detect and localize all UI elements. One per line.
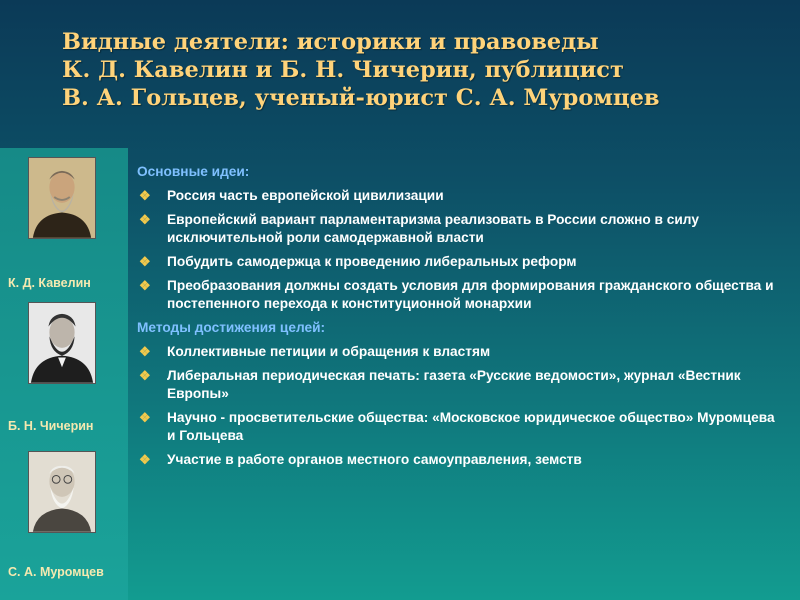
- list-item: [137, 277, 777, 313]
- caption-kavelin: К. Д. Кавелин: [8, 276, 91, 290]
- slide-content: [137, 163, 777, 475]
- portrait-chicherin: [28, 302, 96, 384]
- portrait-kavelin-image: [29, 158, 95, 238]
- diamond-bullet-icon: ❖: [139, 188, 151, 203]
- portrait-kavelin: [28, 157, 96, 239]
- diamond-bullet-icon: ❖: [139, 344, 151, 359]
- portrait-muromtsev-image: [29, 452, 95, 532]
- portrait-muromtsev: [28, 451, 96, 533]
- list-item: [137, 253, 777, 271]
- methods-list: [137, 343, 777, 469]
- caption-chicherin: Б. Н. Чичерин: [8, 419, 94, 433]
- list-item-text: Европейский вариант парламентаризма реализовать в России сложно в силу исключительной роли самодержавной власти: [167, 212, 699, 245]
- list-item-text: Научно - просветительские общества: «Московское юридическое общество» Муромцева и Гольцева: [167, 410, 775, 443]
- title-line-1: Видные деятели: историки и правоведы: [62, 29, 599, 55]
- diamond-bullet-icon: ❖: [139, 278, 151, 293]
- list-item-text: Побудить самодержца к проведению либеральных реформ: [167, 254, 577, 269]
- diamond-bullet-icon: ❖: [139, 410, 151, 425]
- section-heading-methods: Методы достижения целей:: [137, 320, 326, 335]
- list-item: [137, 367, 777, 403]
- diamond-bullet-icon: ❖: [139, 368, 151, 383]
- ideas-list: [137, 187, 777, 313]
- list-item-text: Участие в работе органов местного самоуправления, земств: [167, 452, 582, 467]
- list-item-text: Либеральная периодическая печать: газета «Русские ведомости», журнал «Вестник Европы»: [167, 368, 741, 401]
- list-item-text: Коллективные петиции и обращения к властям: [167, 344, 491, 359]
- slide-title: [62, 28, 792, 112]
- diamond-bullet-icon: ❖: [139, 452, 151, 467]
- diamond-bullet-icon: ❖: [139, 254, 151, 269]
- section-heading-ideas: Основные идеи:: [137, 164, 250, 179]
- list-item: [137, 211, 777, 247]
- list-item: [137, 187, 777, 205]
- list-item: [137, 451, 777, 469]
- list-item: [137, 343, 777, 361]
- list-item-text: Преобразования должны создать условия для формирования гражданского общества и постепенного перехода к конституционной монархии: [167, 278, 774, 311]
- diamond-bullet-icon: ❖: [139, 212, 151, 227]
- portrait-chicherin-image: [29, 303, 95, 383]
- caption-muromtsev: С. А. Муромцев: [8, 565, 104, 579]
- title-line-3: В. А. Гольцев, ученый-юрист С. А. Муромцев: [62, 85, 660, 111]
- title-line-2: К. Д. Кавелин и Б. Н. Чичерин, публицист: [62, 57, 624, 83]
- list-item-text: Россия часть европейской цивилизации: [167, 188, 444, 203]
- list-item: [137, 409, 777, 445]
